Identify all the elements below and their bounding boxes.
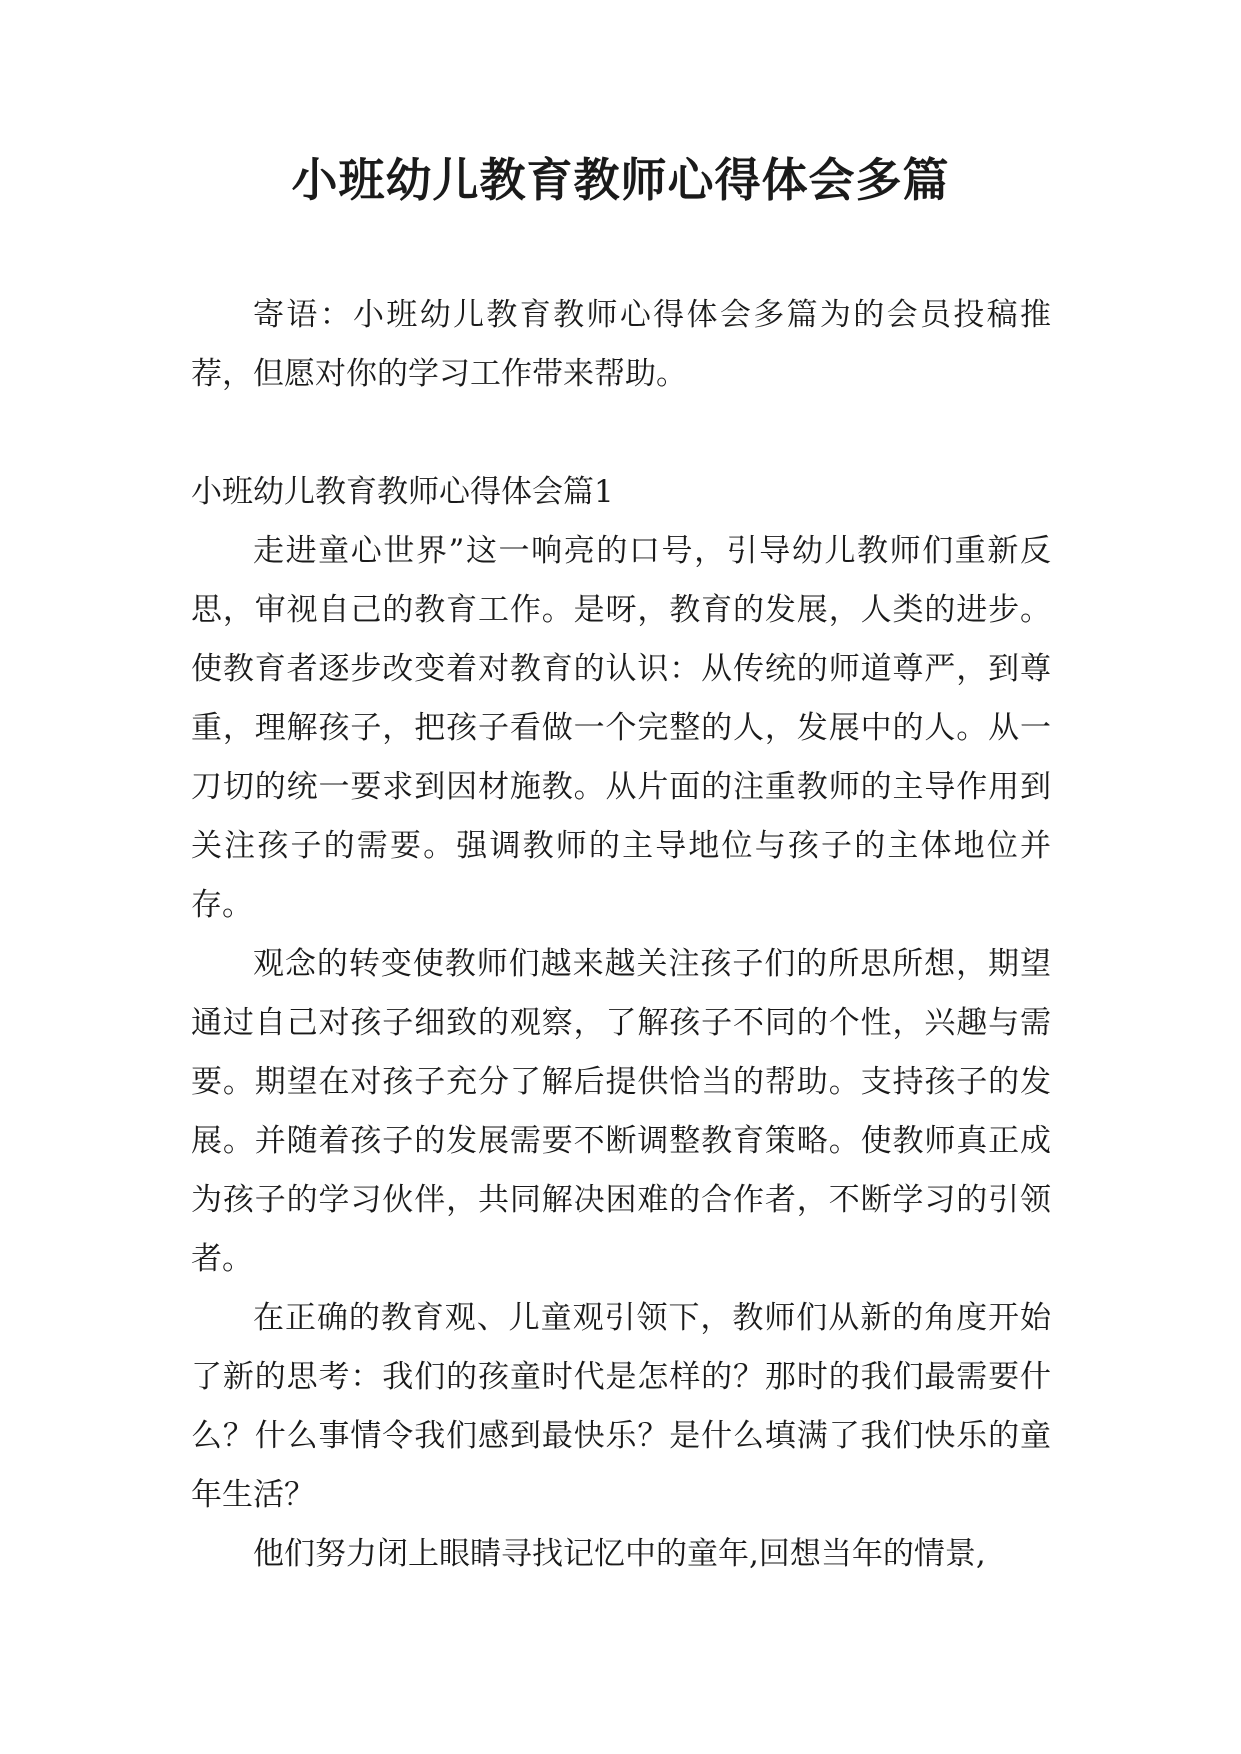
foreword-paragraph: 寄语：小班幼儿教育教师心得体会多篇为的会员投稿推荐，但愿对你的学习工作带来帮助。 bbox=[191, 297, 1051, 392]
document-body bbox=[191, 286, 1051, 1584]
body-paragraph: 走进童心世界”这一响亮的口号，引导幼儿教师们重新反思，审视自己的教育工作。是呀，教育的发展，人类的进步。使教育者逐步改变着对教育的认识：从传统的师道尊严，到尊重，理解孩子，把孩子看做一个完整的人，发展中的人。从一刀切的统一要求到因材施教。从片面的注重教师的主导作用到关注孩子的需要。强调教师的主导地位与孩子的主体地位并存。 bbox=[191, 533, 1051, 923]
document-title: 小班幼儿教育教师心得体会多篇 bbox=[291, 153, 950, 207]
body-paragraph: 他们努力闭上眼睛寻找记忆中的童年,回想当年的情景, bbox=[253, 1536, 986, 1572]
body-paragraph: 在正确的教育观、儿童观引领下，教师们从新的角度开始了新的思考：我们的孩童时代是怎样的？那时的我们最需要什么？什么事情令我们感到最快乐？是什么填满了我们快乐的童年生活？ bbox=[191, 1300, 1051, 1513]
section-heading: 小班幼儿教育教师心得体会篇1 bbox=[191, 474, 614, 510]
body-paragraph: 观念的转变使教师们越来越关注孩子们的所思所想，期望通过自己对孩子细致的观察，了解孩子不同的个性，兴趣与需要。期望在对孩子充分了解后提供恰当的帮助。支持孩子的发展。并随着孩子的发展需要不断调整教育策略。使教师真正成为孩子的学习伙伴，共同解决困难的合作者，不断学习的引领者。 bbox=[191, 946, 1051, 1277]
